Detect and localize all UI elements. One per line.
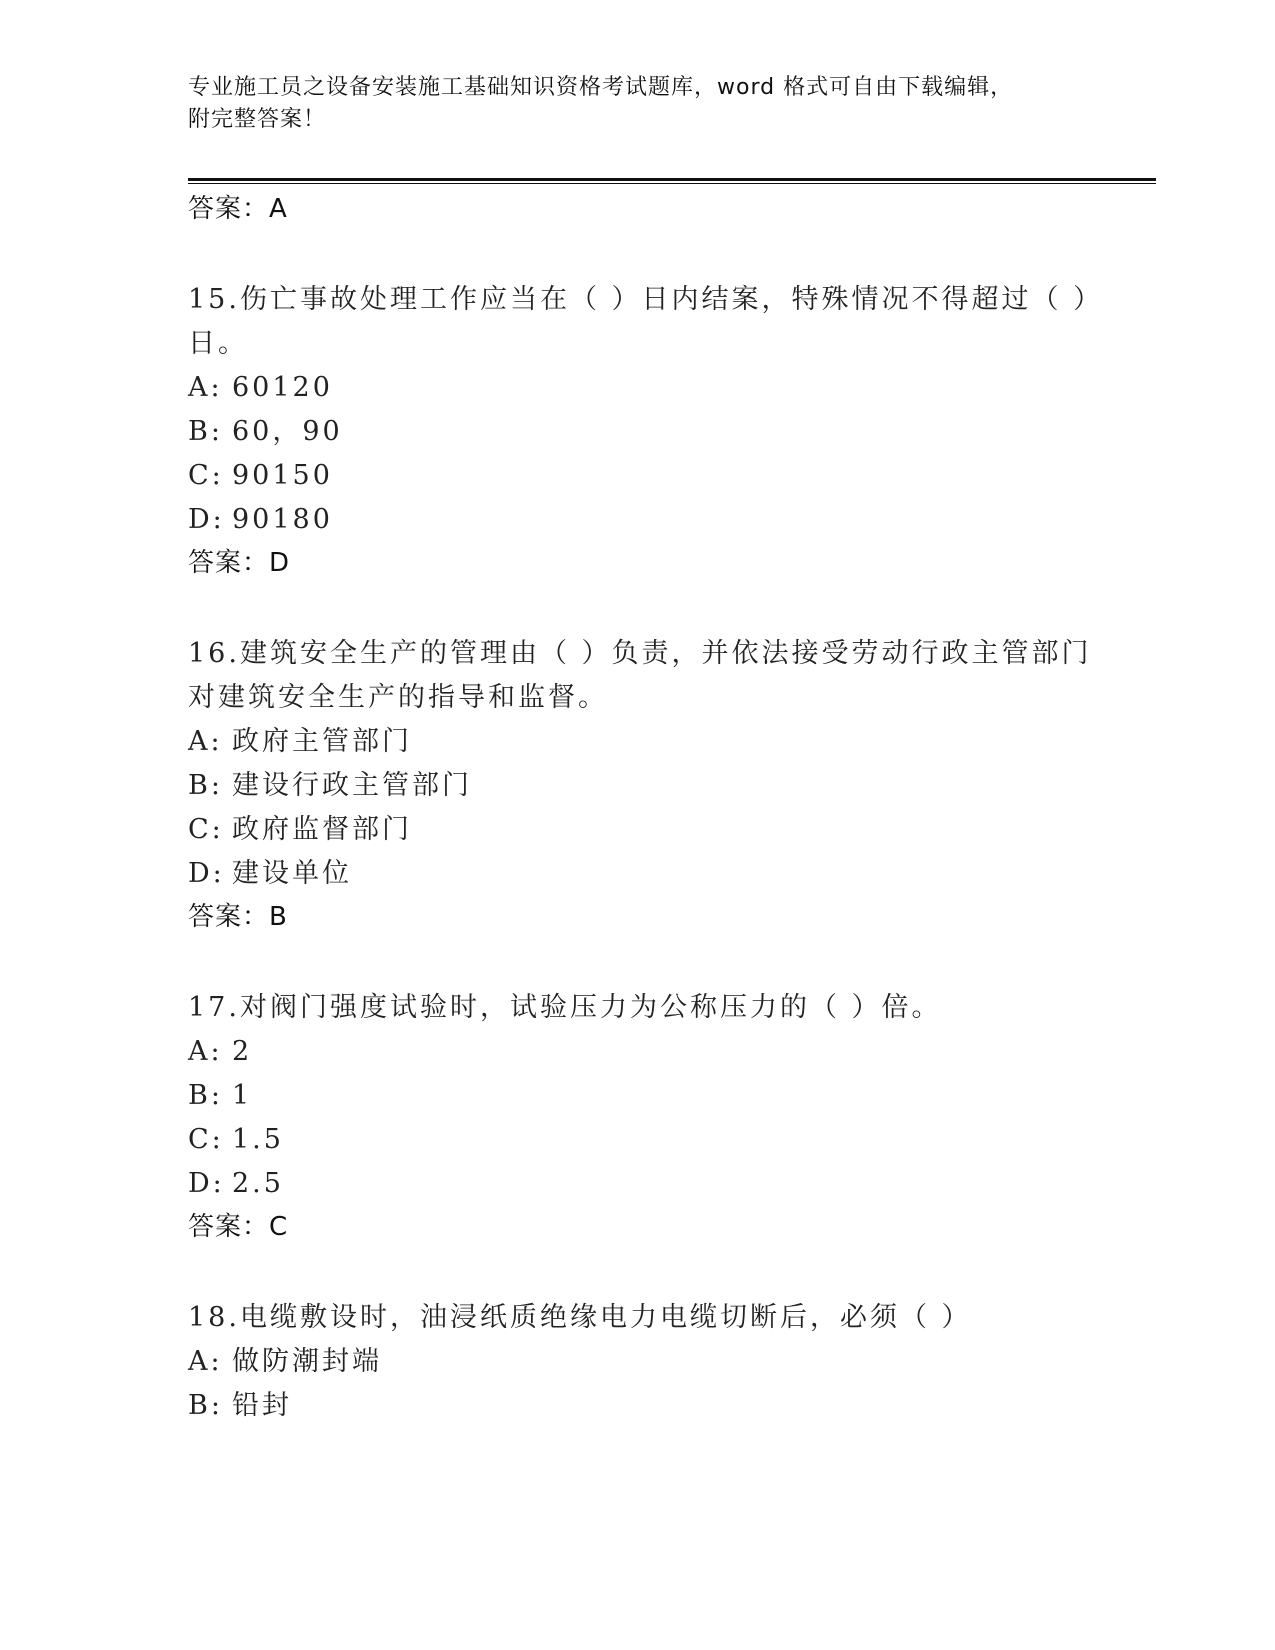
option-text: 2.5 [232, 1168, 284, 1199]
question-15-option-d [188, 503, 333, 537]
question-16-option-c [188, 813, 412, 847]
option-letter: D: [188, 858, 225, 889]
option-text: 做防潮封端 [232, 1346, 382, 1377]
option-letter: A: [188, 372, 223, 403]
question-18-option-a [188, 1345, 382, 1379]
question-18-text-line-1: 18.电缆敷设时，油浸纸质绝缘电力电缆切断后，必须（ ） [188, 1302, 972, 1333]
option-text: 建设单位 [232, 858, 352, 889]
question-17-option-c [188, 1123, 284, 1157]
question-15-text-line-1: 15.伤亡事故处理工作应当在（ ）日内结案，特殊情况不得超过（ ） [188, 284, 1104, 315]
question-17-text-line-1: 17.对阀门强度试验时，试验压力为公称压力的（ ）倍。 [188, 992, 942, 1023]
option-text: 1 [232, 1080, 253, 1111]
question-17-option-d [188, 1167, 284, 1201]
option-letter: B: [188, 416, 223, 447]
option-text: 60120 [232, 372, 333, 403]
question-16-text-line-2: 对建筑安全生产的指导和监督。 [188, 682, 608, 713]
question-17-option-b [188, 1079, 252, 1113]
option-letter: A: [188, 726, 223, 757]
question-16-option-a [188, 725, 412, 759]
option-text: 政府主管部门 [232, 726, 412, 757]
option-letter: C: [188, 814, 224, 845]
answer-prev: 答案：A [188, 194, 288, 224]
option-letter: A: [188, 1036, 223, 1067]
answer-17: 答案：C [188, 1212, 289, 1242]
option-text: 铅封 [232, 1390, 292, 1421]
option-text: 90150 [232, 460, 333, 491]
header-rule-thin [188, 183, 1156, 184]
header-line-1: 专业施工员之设备安装施工基础知识资格考试题库，word 格式可自由下载编辑， [188, 75, 1014, 100]
question-15-option-c [188, 459, 333, 493]
option-text: 建设行政主管部门 [232, 770, 472, 801]
question-16-text-line-1: 16.建筑安全生产的管理由（ ）负责，并依法接受劳动行政主管部门 [188, 638, 1092, 669]
option-letter: D: [188, 504, 225, 535]
question-17-option-a [188, 1035, 252, 1069]
answer-16: 答案：B [188, 902, 288, 932]
question-15-option-a [188, 371, 333, 405]
option-text: 60，90 [232, 416, 343, 447]
header-line-2: 附完整答案！ [188, 107, 327, 132]
question-15-option-b [188, 415, 343, 449]
option-text: 2 [232, 1036, 253, 1067]
option-letter: C: [188, 460, 224, 491]
question-16-option-b [188, 769, 472, 803]
question-18-option-b [188, 1389, 292, 1423]
document-header [188, 72, 1088, 136]
question-16-option-d [188, 857, 352, 891]
option-letter: B: [188, 770, 223, 801]
option-letter: C: [188, 1124, 224, 1155]
option-letter: A: [188, 1346, 223, 1377]
option-text: 政府监督部门 [232, 814, 412, 845]
option-text: 90180 [232, 504, 333, 535]
answer-15: 答案：D [188, 548, 291, 578]
question-15-text-line-2: 日。 [188, 328, 248, 359]
option-letter: B: [188, 1080, 223, 1111]
header-rule-thick [188, 178, 1156, 181]
option-letter: B: [188, 1390, 223, 1421]
option-letter: D: [188, 1168, 225, 1199]
option-text: 1.5 [232, 1124, 284, 1155]
